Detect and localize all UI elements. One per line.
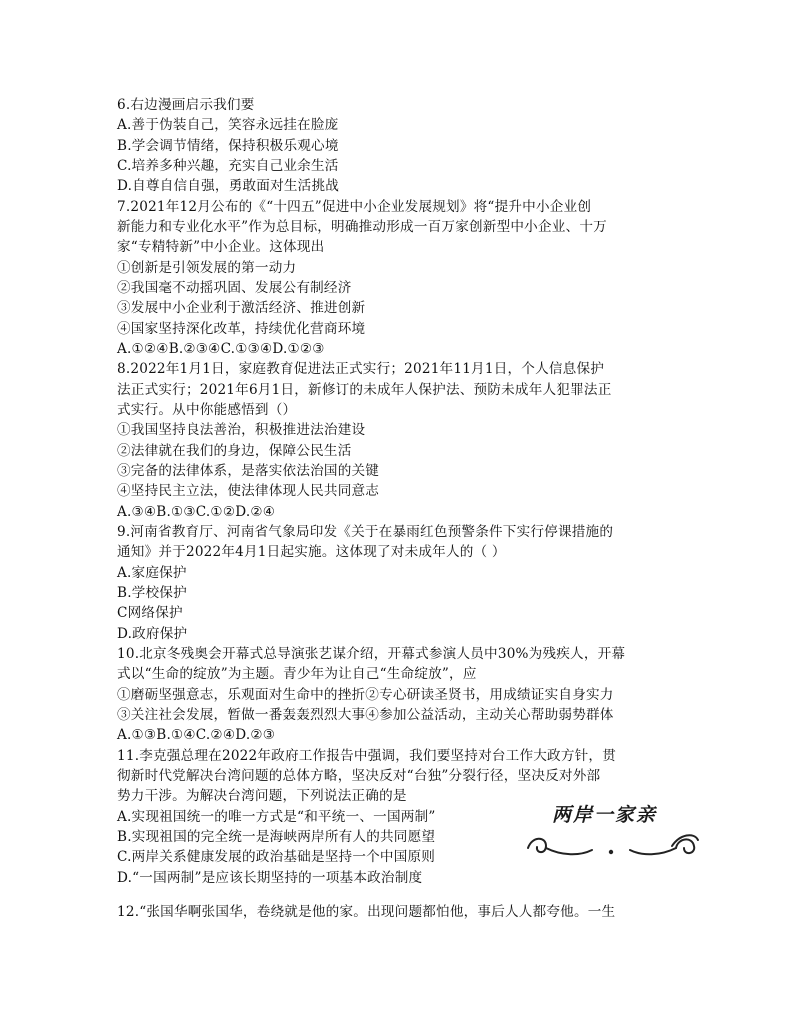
cross-strait-image (522, 800, 700, 868)
image-caption: 两岸一家亲 (552, 804, 658, 826)
question-7-stem-3: 家“专精特新”中小企业。这体现出 (117, 239, 325, 255)
question-9-stem-1: 9.河南省教育厅、河南省气象局印发《关于在暴雨红色预警条件下实行停课措施的 (117, 524, 614, 540)
question-11-stem-3: 势力干涉。为解决台湾问题，下列说法正确的是 (117, 788, 407, 804)
question-8-stem-3: 式实行。从中你能感悟到（） (117, 402, 297, 418)
question-9-option-b: B.学校保护 (117, 585, 187, 601)
question-11-option-c: C.两岸关系健康发展的政治基础是坚持一个中国原则 (117, 849, 436, 865)
question-10-stem-1: 10.北京冬残奥会开幕式总导演张艺谋介绍，开幕式参演人员中30%为残疾人，开幕 (117, 646, 626, 662)
question-8-stem-2: 法正式实行；2021年6月1日，新修订的未成年人保护法、预防未成年人犯罪法正 (117, 382, 612, 398)
question-7-item-2: ②我国毫不动摇巩固、发展公有制经济 (117, 280, 352, 296)
question-10-stem-2: 式以“生命的绽放”为主题。青少年为让自己“生命绽放”，应 (117, 666, 477, 682)
question-9-option-d: D.政府保护 (117, 626, 188, 642)
question-11-option-b: B.实现祖国的完全统一是海峡两岸所有人的共同愿望 (117, 829, 436, 845)
question-10-items-1-2: ①磨砺坚强意志，乐观面对生命中的挫折②专心研读圣贤书，用成绩证实自身实力 (117, 687, 614, 703)
question-8-item-2: ②法律就在我们的身边，保障公民生活 (117, 443, 352, 459)
question-9-option-c: C网络保护 (117, 605, 183, 621)
question-7-stem-2: 新能力和专业化水平”作为总目标，明确推动形成一百万家创新型中小企业、十万 (117, 219, 607, 235)
question-11-stem-1: 11.李克强总理在2022年政府工作报告中强调，我们要坚持对台工作大政方针，贯 (117, 748, 617, 764)
question-11-option-a: A.实现祖国统一的唯一方式是“和平统一、一国两制” (117, 809, 436, 825)
question-12-stem-1: 12.“张国华啊张国华，卷绕就是他的家。出现问题都怕他，事后人人都夸他。一生 (117, 904, 616, 920)
question-7-item-1: ①创新是引领发展的第一动力 (117, 260, 297, 276)
question-10-items-3-4: ③关注社会发展，暂做一番轰轰烈烈大事④参加公益活动，主动关心帮助弱势群体 (117, 707, 614, 723)
question-8-item-4: ④坚持民主立法，使法律体现人民共同意志 (117, 483, 380, 499)
question-7-options: A.①②④B.②③④C.①③④D.①②③ (117, 341, 325, 357)
question-6-option-c: C.培养多种兴趣，充实自己业余生活 (117, 158, 339, 174)
scroll-ornament-icon (522, 830, 700, 868)
question-11-option-d: D.“一国两制”是应该长期坚持的一项基本政治制度 (117, 870, 423, 886)
question-9-option-a: A.家庭保护 (117, 565, 187, 581)
question-8-item-3: ③完备的法律体系，是落实依法治国的关键 (117, 463, 380, 479)
question-8-options: A.③④B.①③C.①②D.②④ (117, 504, 276, 520)
question-7-item-4: ④国家坚持深化改革，持续优化营商环境 (117, 321, 366, 337)
question-6-option-b: B.学会调节情绪，保持积极乐观心境 (117, 138, 339, 154)
question-11-stem-2: 彻新时代党解决台湾问题的总体方略，坚决反对“台独”分裂行径，坚决反对外部 (117, 768, 601, 784)
question-6-option-d: D.自尊自信自强，勇敢面对生活挑战 (117, 178, 340, 194)
question-7-item-3: ③发展中小企业利于激活经济、推进创新 (117, 300, 366, 316)
question-6-option-a: A.善于伪装自己，笑容永远挂在脸庞 (117, 117, 339, 133)
question-10-options: A.①③B.①④C.②④D.②③ (117, 727, 276, 743)
question-9-stem-2: 通知》并于2022年4月1日起实施。这体现了对未成年人的（ ） (117, 544, 506, 560)
question-8-stem-1: 8.2022年1月1日，家庭教育促进法正式实行；2021年11月1日，个人信息保护 (117, 361, 605, 377)
question-7-stem-1: 7.2021年12月公布的《“十四五”促进中小企业发展规划》将“提升中小企业创 (117, 199, 592, 215)
question-6-stem: 6.右边漫画启示我们要 (117, 97, 255, 113)
question-8-item-1: ①我国坚持良法善治，积极推进法治建设 (117, 422, 366, 438)
